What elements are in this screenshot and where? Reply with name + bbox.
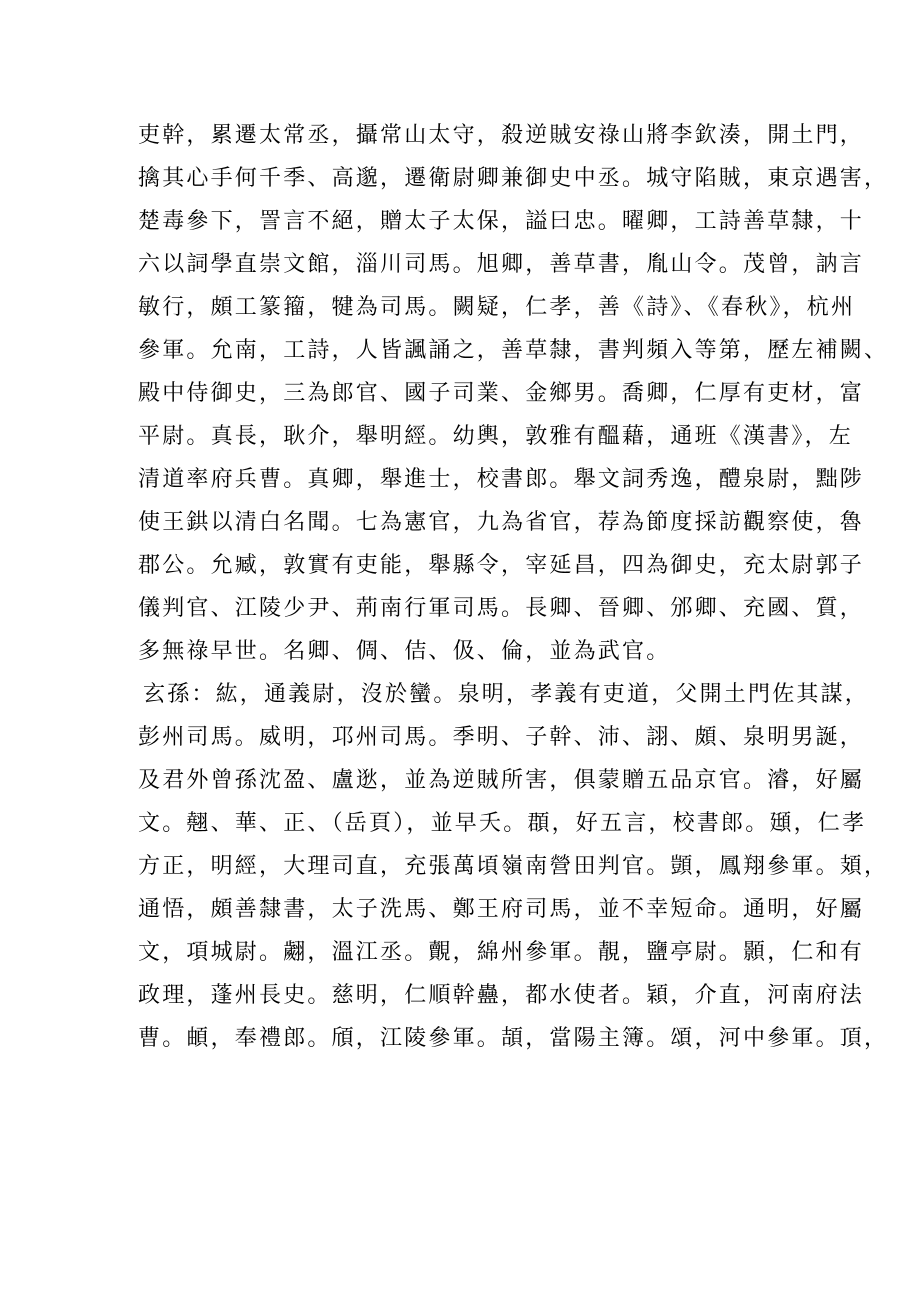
text-line: 方正，明經，大理司直，充張萬頃嶺南營田判官。顗，鳳翔參軍。頍， <box>138 854 889 879</box>
text-line: 儀判官、江陵少尹、荊南行軍司馬。長卿、晉卿、邠卿、充國、質， <box>138 596 865 621</box>
text-line: 及君外曾孫沈盈、盧逖，並為逆賊所害，俱蒙贈五品京官。濬，好屬 <box>138 768 865 793</box>
text-line: 文，項城尉。翽，溫江丞。覿，綿州參軍。靚，鹽亭尉。顥，仁和有 <box>138 940 865 965</box>
text-line: 通悟，頗善隸書，太子洗馬、鄭王府司馬，並不幸短命。通明，好屬 <box>138 897 865 922</box>
text-line: 吏幹，累遷太常丞，攝常山太守，殺逆賊安祿山將李欽湊，開土門， <box>138 123 865 148</box>
text-line: 擒其心手何千季、高邈，遷衛尉卿兼御史中丞。城守陷賊，東京遇害， <box>138 166 889 191</box>
text-line: 多無祿早世。名卿、倜、佶、伋、倫，並為武官。 <box>138 639 671 664</box>
text-line: 彭州司馬。威明，邛州司馬。季明、子幹、沛、詡、頗、泉明男誕， <box>138 725 865 750</box>
text-line: 郡公。允臧，敦實有吏能，舉縣令，宰延昌，四為御史，充太尉郭子 <box>138 553 865 578</box>
text-line: 六以詞學直崇文館，淄川司馬。旭卿，善草書，胤山令。茂曾，訥言 <box>138 252 865 277</box>
text-line: 敏行，頗工篆籀，犍為司馬。闕疑，仁孝，善《詩》、《春秋》，杭州 <box>138 295 856 320</box>
text-line: 平尉。真長，耿介，舉明經。幼輿，敦雅有醞藉，通班《漢書》，左 <box>138 424 854 449</box>
text-line: 清道率府兵曹。真卿，舉進士，校書郎。舉文詞秀逸，醴泉尉，黜陟 <box>138 467 865 492</box>
text-line: 楚毒參下，詈言不絕，贈太子太保，謚曰忠。曜卿，工詩善草隸，十 <box>138 209 865 234</box>
text-line: 參軍。允南，工詩，人皆諷誦之，善草隸，書判頻入等第，歷左補闕、 <box>138 338 889 363</box>
text-line: 曹。頔，奉禮郎。頎，江陵參軍。頡，當陽主簿。頌，河中參軍。頂， <box>138 1026 889 1051</box>
text-line: 政理，蓬州長史。慈明，仁順幹蠱，都水使者。穎，介直，河南府法 <box>138 983 865 1008</box>
text-line: 文。翹、華、正、（岳頁），並早夭。頵，好五言，校書郎。頲，仁孝 <box>138 811 867 836</box>
text-line: 使王鉷以清白名聞。七為憲官，九為省官，荐為節度採訪觀察使，魯 <box>138 510 865 535</box>
text-line: 殿中侍御史，三為郎官、國子司業、金鄉男。喬卿，仁厚有吏材，富 <box>138 381 865 406</box>
paragraph-start-line: 玄孫：紘，通義尉，沒於蠻。泉明，孝義有吏道，父開土門佐其謀， <box>143 682 870 707</box>
body-text <box>138 114 889 1060</box>
